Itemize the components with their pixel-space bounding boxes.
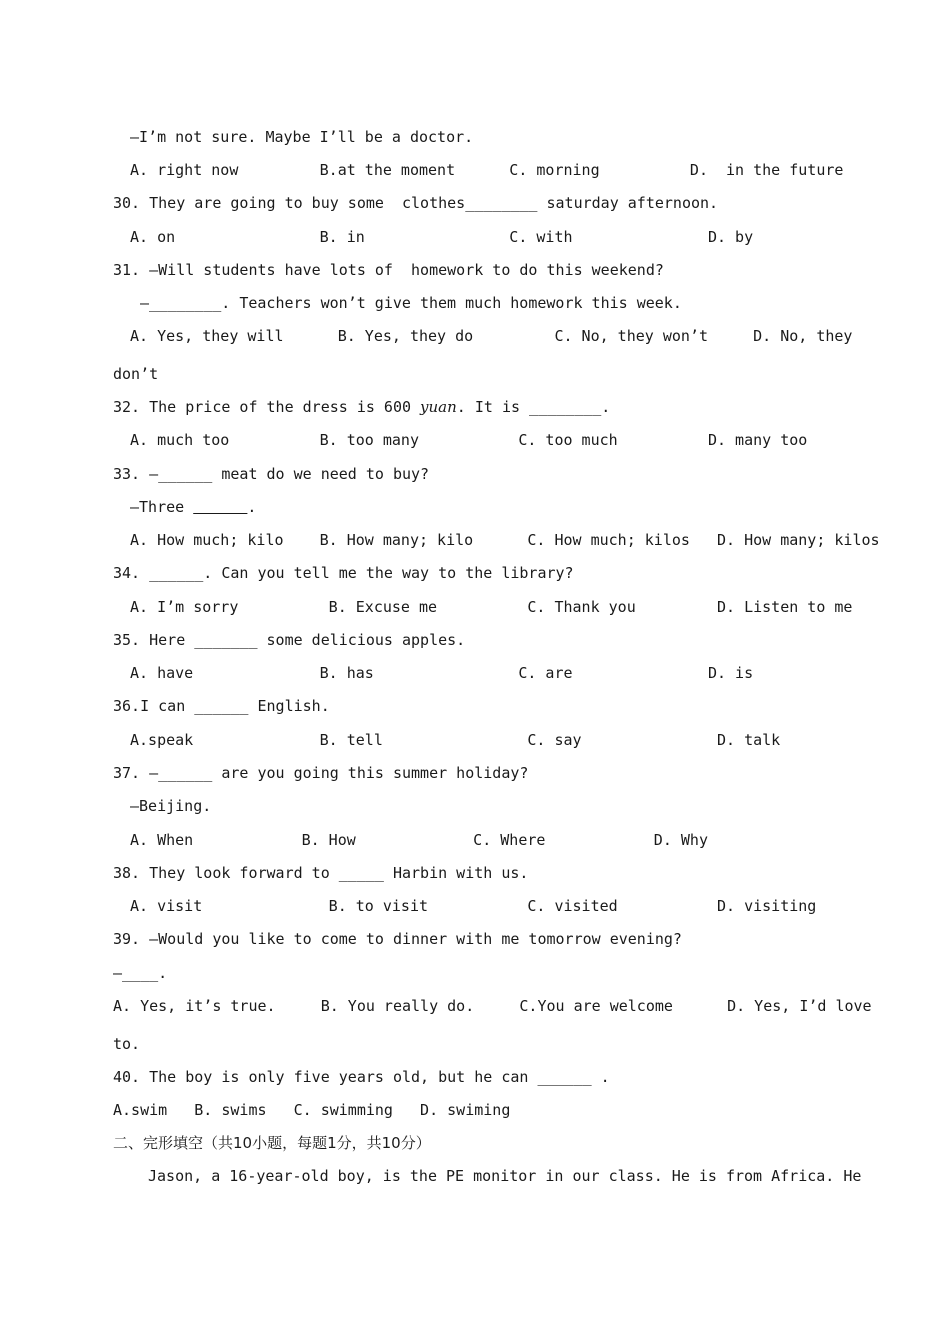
text-line <box>130 597 852 617</box>
line-text: —____. <box>113 964 168 982</box>
line-text: A. have B. has C. are D. is <box>130 664 754 682</box>
line-text: 38. They look forward to _____ Harbin with us. <box>113 864 529 882</box>
line-text: A.speak B. tell C. say D. talk <box>130 731 781 749</box>
text-line <box>130 497 256 517</box>
line-text: A. Yes, it’s true. B. You really do. C.You are welcome D. Yes, I’d love <box>113 997 872 1015</box>
text-line <box>130 127 473 147</box>
line-text: A. When B. How C. Where D. Why <box>130 831 708 849</box>
line-text: —________. Teachers won’t give them much homework this week. <box>140 294 682 312</box>
line-text: A. Yes, they will B. Yes, they do C. No, they won’t D. No, they <box>130 327 853 345</box>
text-line <box>148 1166 861 1186</box>
section-heading <box>113 1133 431 1153</box>
text-line <box>113 1067 610 1087</box>
text-line <box>130 227 753 247</box>
text-line <box>113 1100 510 1120</box>
text-line <box>113 397 610 417</box>
line-text: 34. ______. Can you tell me the way to the library? <box>113 564 574 582</box>
text-line <box>130 430 807 450</box>
text-line <box>130 326 852 346</box>
line-text: 40. The boy is only five years old, but he can ______ . <box>113 1068 610 1086</box>
line-text: A. visit B. to visit C. visited D. visiting <box>130 897 817 915</box>
line-text: A. How much; kilo B. How many; kilo C. How much; kilos D. How many; kilos <box>130 531 880 549</box>
line-text: —Beijing. <box>130 797 212 815</box>
line-text: —Three <box>130 498 194 516</box>
text-line <box>113 696 330 716</box>
text-line <box>113 193 718 213</box>
line-text-tail: . <box>247 498 257 516</box>
line-text: to. <box>113 1035 141 1053</box>
answer-blank <box>193 498 247 516</box>
line-text: A. I’m sorry B. Excuse me C. Thank you D. Listen to me <box>130 598 853 616</box>
text-line <box>130 830 708 850</box>
text-line <box>113 929 682 949</box>
line-text: 31. —Will students have lots of homework to do this weekend? <box>113 261 664 279</box>
line-text: 39. —Would you like to come to dinner with me tomorrow evening? <box>113 930 682 948</box>
text-line <box>113 563 574 583</box>
line-text: 30. They are going to buy some clothes________ saturday afternoon. <box>113 194 719 212</box>
text-line <box>130 730 780 750</box>
line-text: 二、完形填空（共10小题，每题1分，共10分） <box>113 1134 431 1152</box>
line-text-tail: . It is ________. <box>456 398 611 416</box>
line-text: 33. —______ meat do we need to buy? <box>113 465 430 483</box>
text-line <box>113 996 872 1016</box>
text-line <box>130 663 753 683</box>
line-text: A. much too B. too many C. too much D. many too <box>130 431 808 449</box>
line-text: 32. The price of the dress is 600 <box>113 398 421 416</box>
line-text: A.swim B. swims C. swimming D. swiming <box>113 1101 511 1119</box>
text-line <box>113 260 664 280</box>
line-text: don’t <box>113 365 159 383</box>
italic-word: yuan <box>420 398 457 416</box>
text-line <box>113 364 158 384</box>
text-line <box>130 796 211 816</box>
text-line <box>130 160 843 180</box>
line-text: 35. Here _______ some delicious apples. <box>113 631 466 649</box>
text-line <box>113 630 465 650</box>
text-line <box>140 293 682 313</box>
line-text: Jason, a 16-year-old boy, is the PE monitor in our class. He is from Africa. He <box>148 1167 862 1185</box>
line-text: A. right now B.at the moment C. morning D. in the future <box>130 161 844 179</box>
text-line <box>113 863 528 883</box>
line-text: —I’m not sure. Maybe I’ll be a doctor. <box>130 128 474 146</box>
line-text: A. on B. in C. with D. by <box>130 228 754 246</box>
text-line <box>130 530 880 550</box>
text-line <box>113 1034 140 1054</box>
line-text: 37. —______ are you going this summer holiday? <box>113 764 529 782</box>
line-text: 36.I can ______ English. <box>113 697 330 715</box>
text-line <box>113 963 167 983</box>
text-line <box>113 763 528 783</box>
text-line <box>113 464 429 484</box>
text-line <box>130 896 816 916</box>
